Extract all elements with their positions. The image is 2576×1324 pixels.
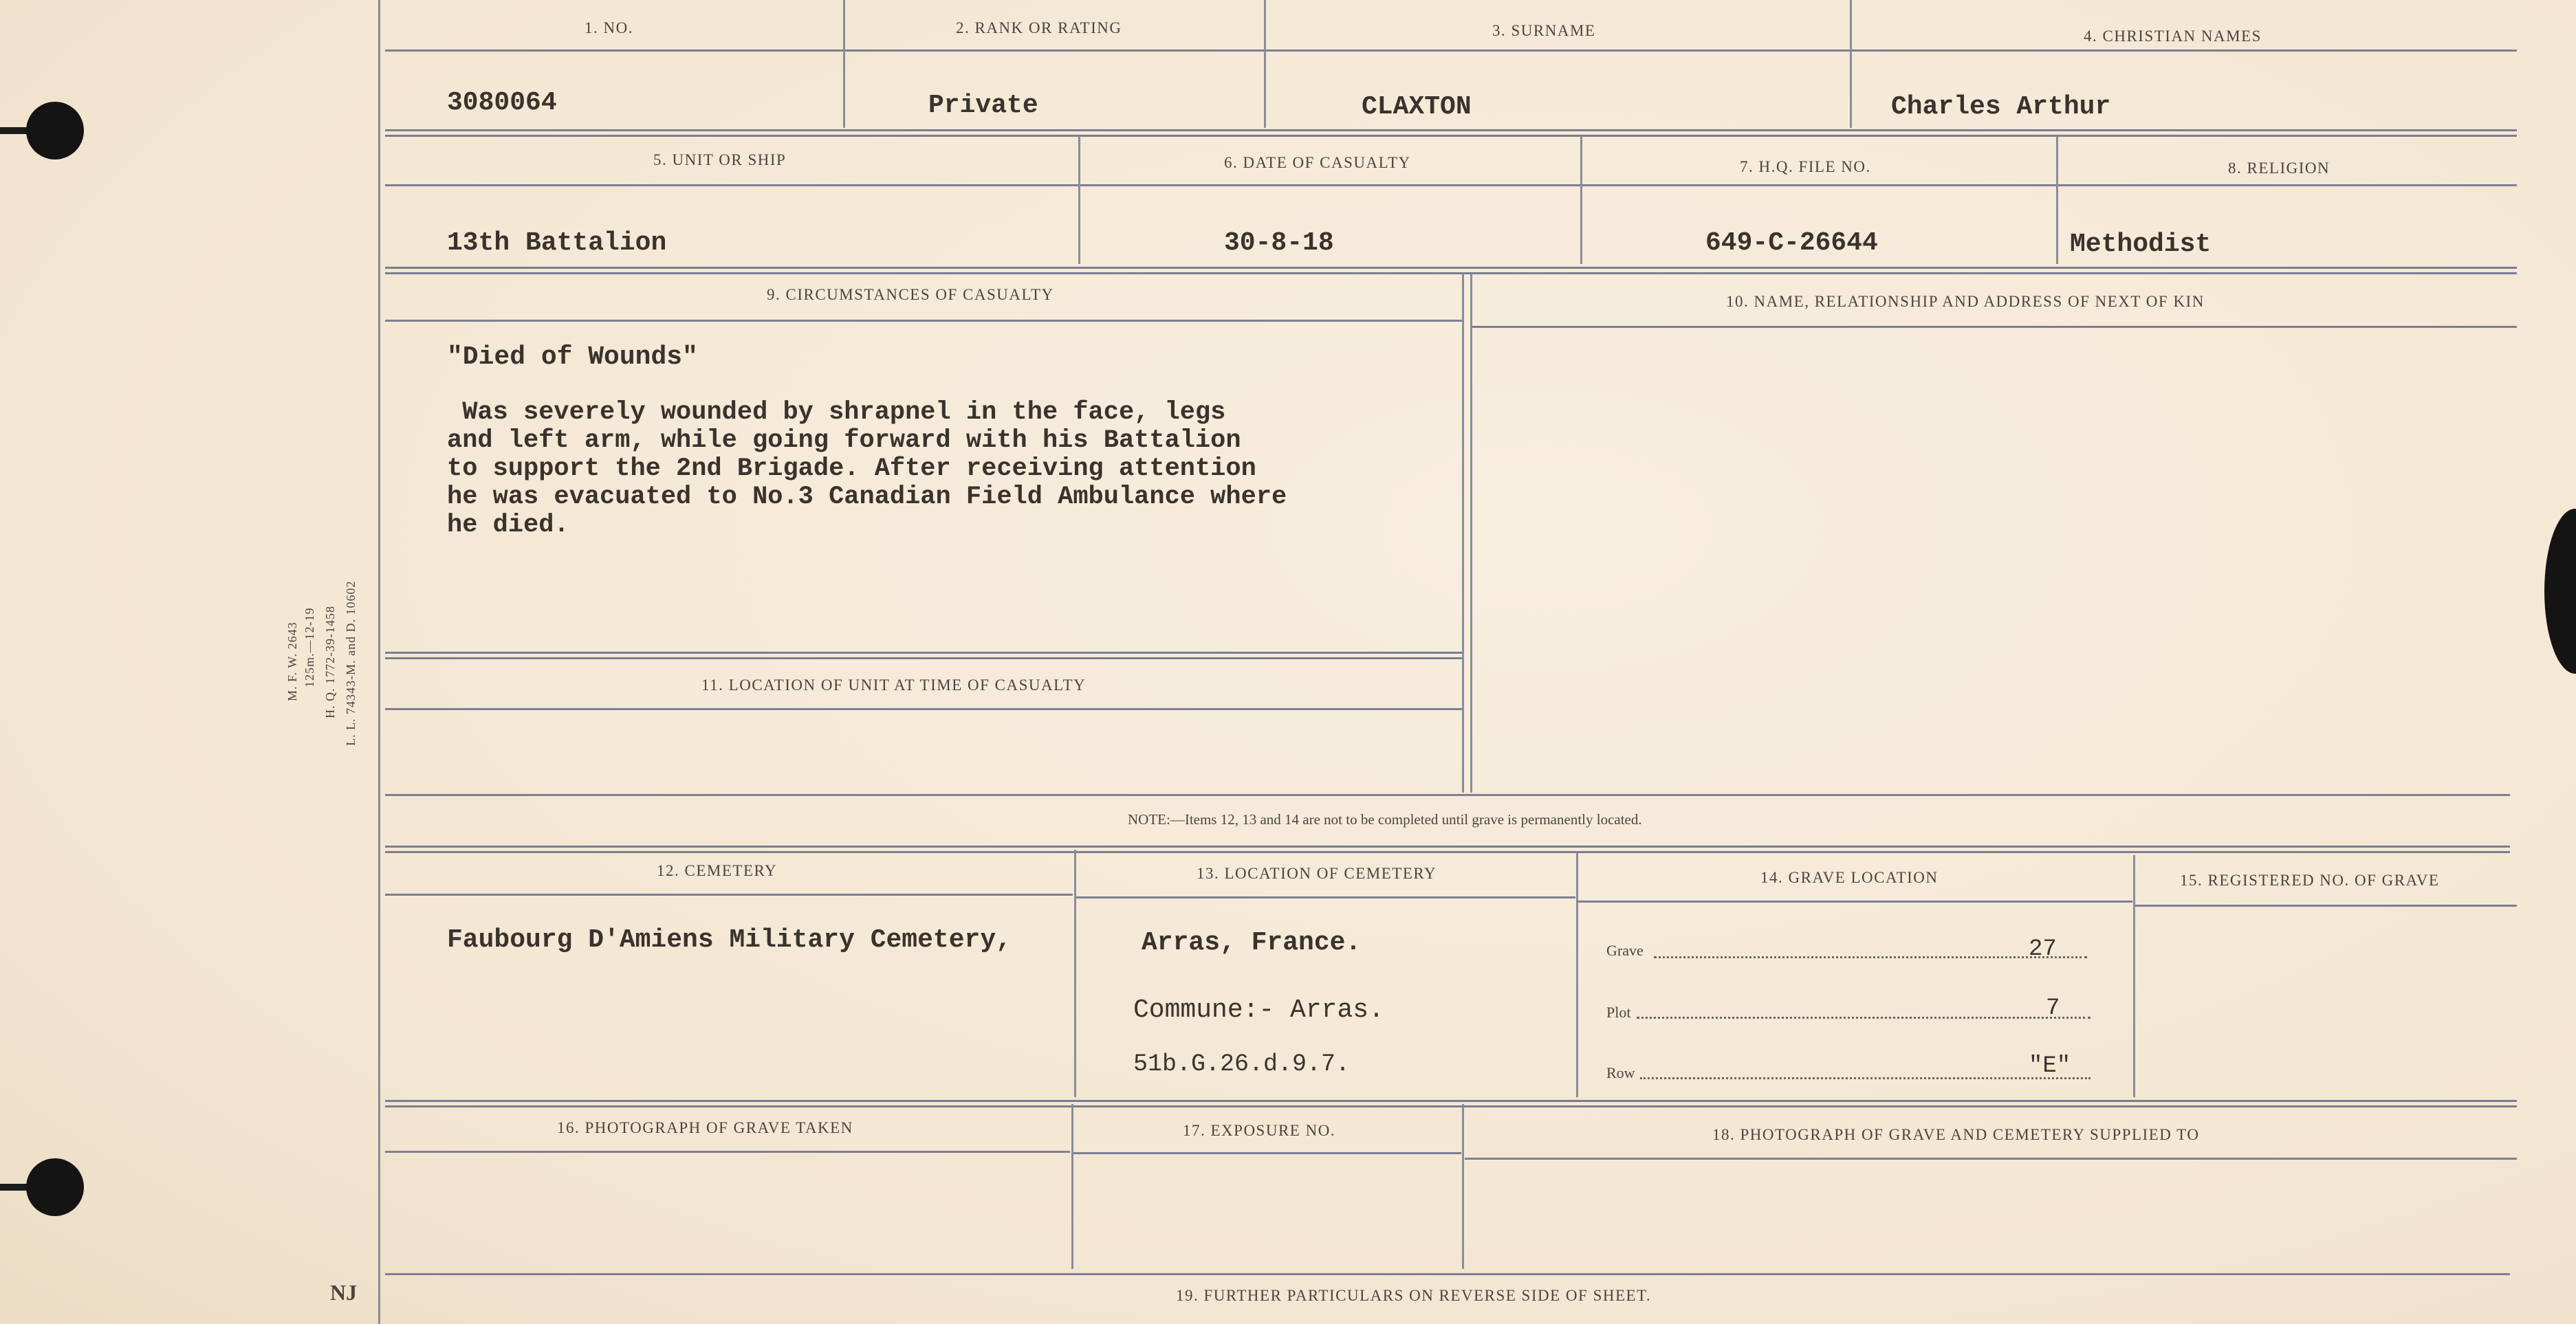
row-dotted-line [1640, 1077, 2091, 1079]
row3-bottom-rule [385, 1100, 2517, 1107]
field-4-label: 4. CHRISTIAN NAMES [2084, 27, 2262, 45]
note-top-rule [385, 794, 2510, 796]
hq-file-number: 649-C-26644 [1705, 228, 1878, 258]
form-code-2: 125m.—12-19 [303, 607, 316, 687]
left-margin-rule [378, 0, 380, 1324]
row-value: "E" [2029, 1053, 2071, 1079]
row2-bottom-rule [385, 267, 2517, 274]
circumstances-heading: "Died of Wounds" [447, 342, 698, 372]
row1-divider-1 [843, 0, 845, 128]
note-bottom-rule [385, 846, 2510, 853]
field-12-label: 12. CEMETERY [657, 862, 778, 879]
clerk-initials: NJ [330, 1280, 358, 1305]
field-17-label-rule [1073, 1152, 1461, 1154]
plot-number: 7 [2046, 995, 2060, 1022]
cemetery-location-line-3: 51b.G.26.d.9.7. [1133, 1050, 1351, 1078]
field-14-label-rule [1578, 901, 2132, 903]
date-of-casualty: 30-8-18 [1224, 228, 1334, 258]
row-label: Row [1606, 1064, 1635, 1081]
row2-divider-1 [1078, 136, 1080, 264]
circumstances-line-3: to support the 2nd Brigade. After receiving attention [447, 454, 1256, 483]
binder-hole-top [26, 102, 84, 159]
row3-divider-3 [2133, 855, 2135, 1097]
row2-divider-2 [1580, 136, 1582, 264]
field-13-label: 13. LOCATION OF CEMETERY [1197, 865, 1437, 882]
christian-names: Charles Arthur [1891, 92, 2111, 122]
field-13-label-rule [1076, 896, 1575, 898]
row2-label-rule [385, 184, 2517, 186]
row4-bottom-rule [385, 1273, 2510, 1275]
cemetery-location-line-1: Arras, France. [1142, 928, 1362, 958]
field-11-label: 11. LOCATION OF UNIT AT TIME OF CASUALTY [701, 676, 1087, 694]
field-10-label: 10. NAME, RELATIONSHIP AND ADDRESS OF NEXT OF KIN [1726, 293, 2205, 310]
row1-divider-3 [1850, 0, 1852, 128]
field-19-label: 19. FURTHER PARTICULARS ON REVERSE SIDE OF SHEET. [1176, 1287, 1652, 1304]
row1-divider-2 [1264, 0, 1266, 128]
grave-number: 27 [2029, 936, 2057, 962]
field-16-label: 16. PHOTOGRAPH OF GRAVE TAKEN [557, 1119, 853, 1136]
unit: 13th Battalion [447, 228, 667, 258]
grave-label: Grave [1606, 942, 1644, 959]
row4-divider-2 [1462, 1104, 1464, 1269]
binder-hole-bottom [26, 1158, 84, 1216]
field-5-label: 5. UNIT OR SHIP [653, 151, 787, 168]
field-10-label-rule [1472, 326, 2517, 328]
field-17-label: 17. EXPOSURE NO. [1183, 1122, 1336, 1139]
field-9-label-rule [385, 320, 1462, 322]
field-18-label: 18. PHOTOGRAPH OF GRAVE AND CEMETERY SUPPLIED TO [1712, 1126, 2200, 1143]
field-16-label-rule [385, 1151, 1070, 1153]
circumstances-line-1: Was severely wounded by shrapnel in the face, legs [447, 398, 1226, 427]
row2-divider-3 [2056, 136, 2058, 264]
field-14-label: 14. GRAVE LOCATION [1760, 869, 1939, 886]
row3-divider-1 [1074, 850, 1076, 1097]
field-18-label-rule [1465, 1158, 2517, 1160]
field-6-label: 6. DATE OF CASUALTY [1224, 154, 1411, 171]
circumstances-line-2: and left arm, while going forward with his Battalion [447, 426, 1241, 455]
plot-dotted-line [1637, 1016, 2091, 1019]
grave-dotted-line [1654, 956, 2087, 958]
cemetery-location-line-2: Commune:- Arras. [1133, 995, 1384, 1025]
row1-label-rule [385, 49, 2517, 52]
row3-divider-2 [1576, 852, 1578, 1097]
field-12-label-rule [385, 894, 1073, 896]
plot-label: Plot [1606, 1004, 1631, 1021]
field-15-label: 15. REGISTERED NO. OF GRAVE [2180, 872, 2440, 889]
field-3-label: 3. SURNAME [1492, 22, 1596, 39]
block-divider-9-10-second [1470, 274, 1472, 793]
surname: CLAXTON [1362, 92, 1472, 122]
circumstances-line-5: he died. [447, 511, 569, 540]
form-code-1: M. F. W. 2643 [285, 621, 299, 701]
rank: Private [928, 91, 1038, 120]
block-divider-9-10 [1462, 274, 1464, 793]
completion-note: NOTE:—Items 12, 13 and 14 are not to be completed until grave is permanently located. [1128, 811, 1642, 828]
field-7-label: 7. H.Q. FILE NO. [1740, 158, 1871, 175]
row4-divider-1 [1071, 1104, 1073, 1269]
field-1-label: 1. NO. [585, 19, 633, 36]
field-15-label-rule [2135, 905, 2517, 907]
field-11-label-rule [385, 708, 1462, 710]
row1-bottom-rule [385, 129, 2517, 137]
field-2-label: 2. RANK OR RATING [956, 19, 1122, 36]
field-9-label: 9. CIRCUMSTANCES OF CASUALTY [767, 286, 1054, 303]
form-code-4: L. L. 74343-M. and D. 10602 [344, 580, 358, 746]
cemetery-name: Faubourg D'Amiens Military Cemetery, [447, 925, 1012, 955]
field-9-bottom-rule [385, 652, 1462, 659]
binder-notch-right [2544, 509, 2576, 674]
religion: Methodist [2070, 230, 2212, 259]
form-code-3: H. Q. 1772-39-1458 [323, 606, 337, 718]
field-8-label: 8. RELIGION [2228, 159, 2331, 177]
circumstances-line-4: he was evacuated to No.3 Canadian Field Ambulance where [447, 483, 1287, 511]
service-number: 3080064 [447, 88, 557, 118]
